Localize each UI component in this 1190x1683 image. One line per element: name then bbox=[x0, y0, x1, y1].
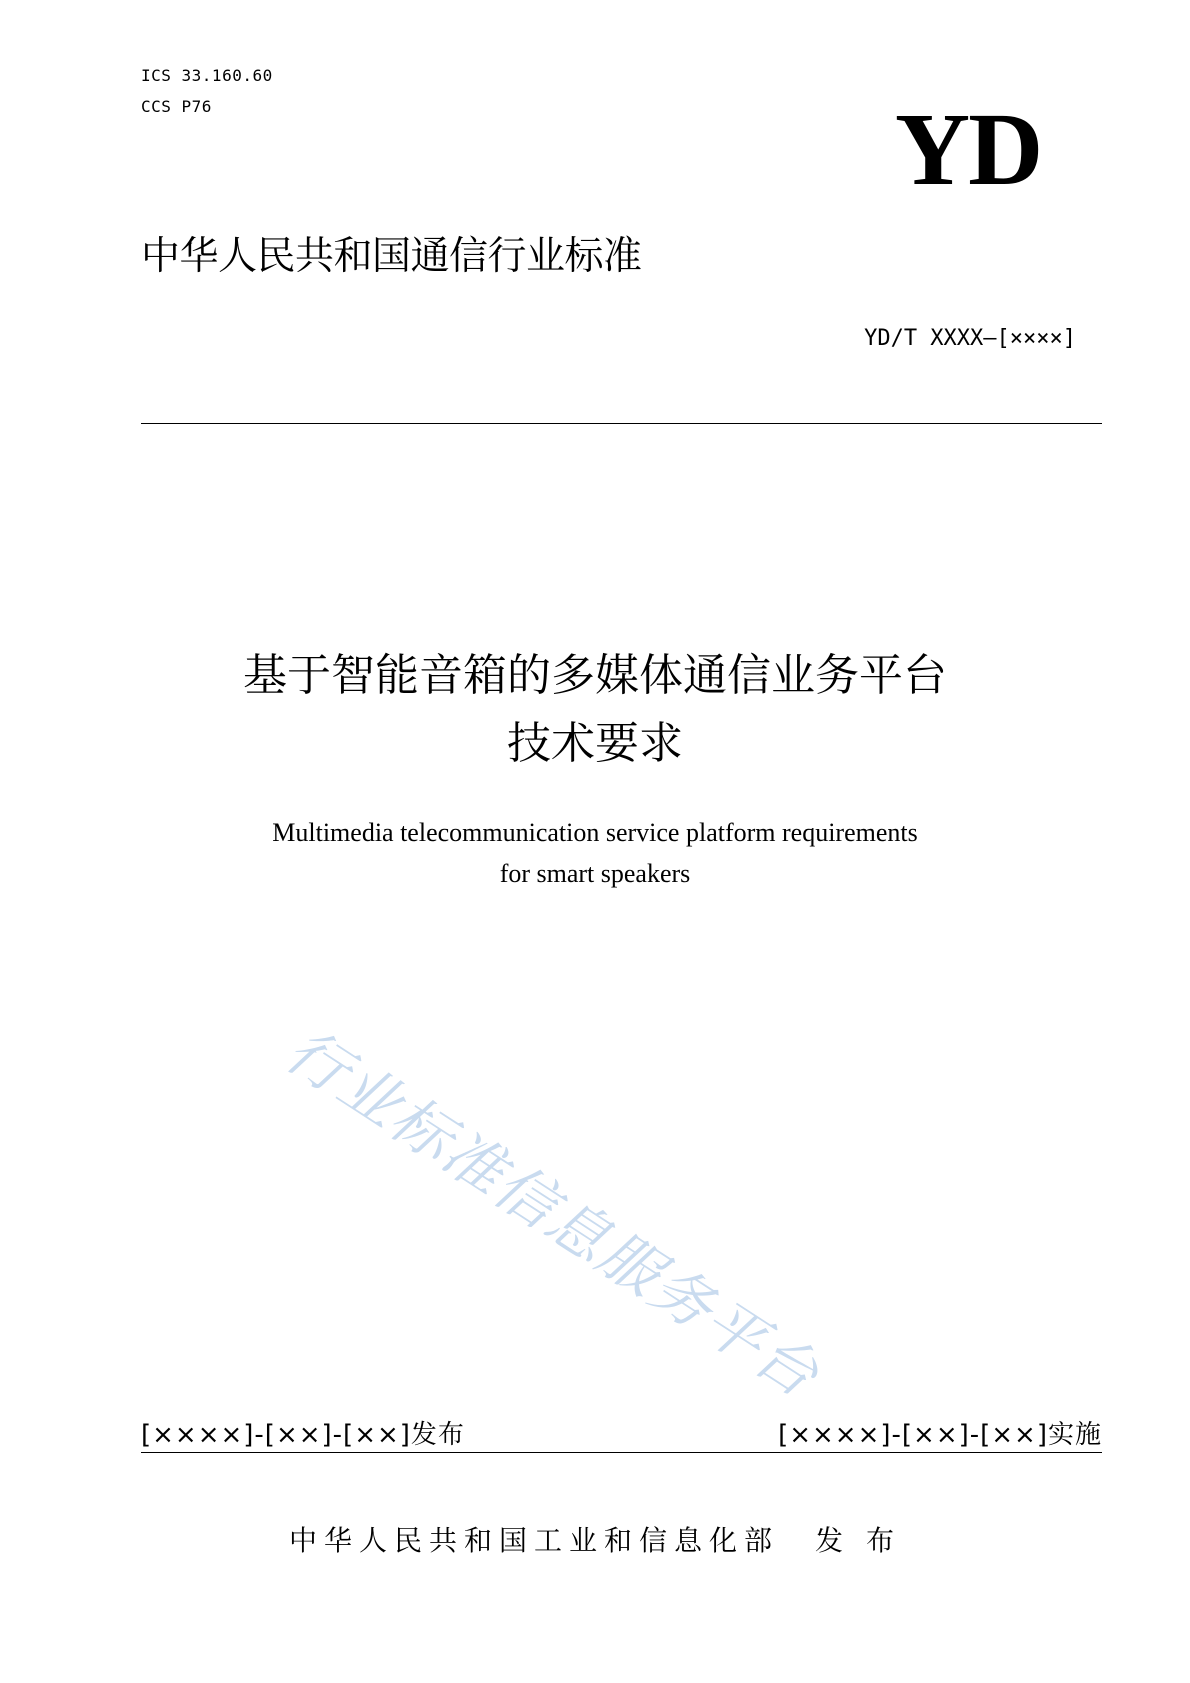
implement-date: [××××]-[××]-[××]实施 bbox=[778, 1420, 1102, 1450]
ics-code: ICS 33.160.60 bbox=[141, 66, 273, 85]
yd-logo: YD bbox=[895, 92, 1042, 207]
chinese-title-line-2: 技术要求 bbox=[507, 718, 683, 769]
publisher-line bbox=[0, 1523, 1190, 1559]
ccs-code: CCS P76 bbox=[141, 97, 212, 116]
chinese-title-line-1: 基于智能音箱的多媒体通信业务平台 bbox=[243, 650, 947, 701]
english-title-line-2: for smart speakers bbox=[499, 859, 691, 888]
standard-category: 中华人民共和国通信行业标准 bbox=[141, 234, 642, 279]
classification-codes bbox=[141, 60, 273, 122]
header-divider bbox=[141, 423, 1102, 424]
watermark: 行业标准信息服务平台 bbox=[273, 1015, 832, 1412]
publisher-organization: 中华人民共和国工业和信息化部 bbox=[289, 1524, 780, 1557]
publisher-action: 发 布 bbox=[815, 1524, 901, 1557]
standard-number: YD/T XXXX—[××××] bbox=[864, 326, 1076, 351]
english-title-line-1: Multimedia telecommunication service platform requirements bbox=[272, 818, 918, 847]
footer-divider bbox=[141, 1452, 1102, 1453]
publish-date: [××××]-[××]-[××]发布 bbox=[141, 1420, 465, 1450]
